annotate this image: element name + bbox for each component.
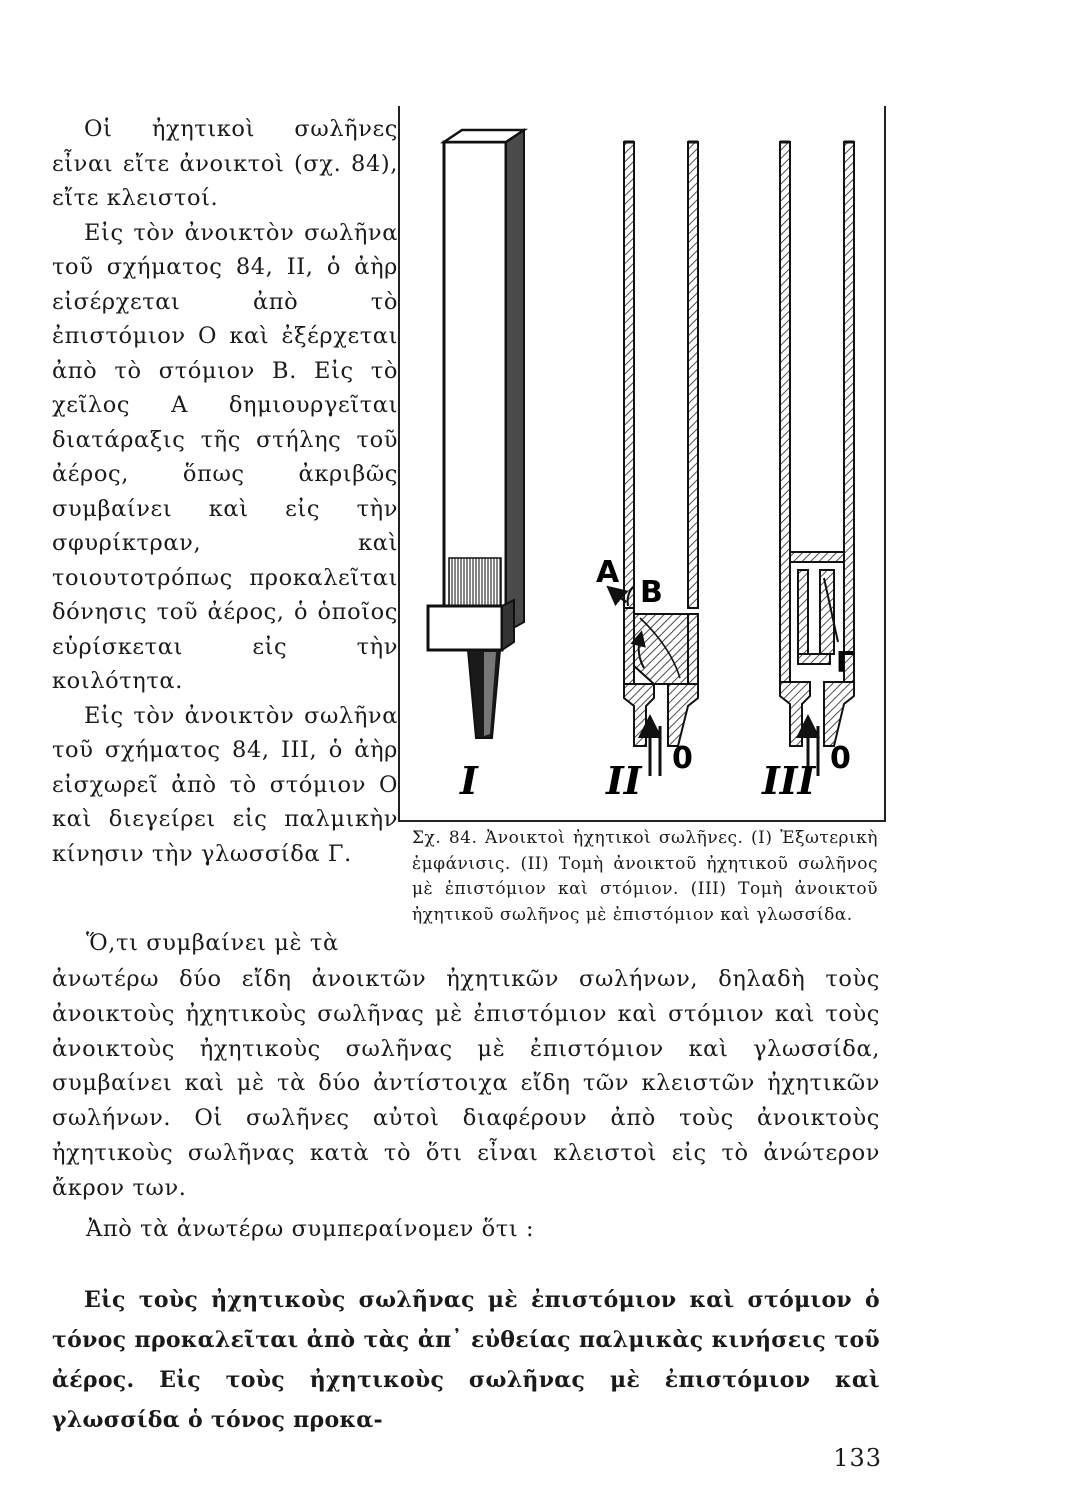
- conclusion-intro: Ἀπὸ τὰ ἀνωτέρω συμπεραίνομεν ὅτι :: [86, 1216, 535, 1242]
- label-A: A: [596, 555, 620, 590]
- page-number: 133: [833, 1444, 882, 1472]
- label-B: B: [640, 575, 663, 610]
- continuation-text: ἀνωτέρω δύο εἴδη ἀνοικτῶν ἠχητικῶν σωλήνων, δηλαδὴ τοὺς ἀνοικτοὺς ἠχητικοὺς σωλῆνας μὲ ἐπιστόμιον καὶ στόμιον καὶ τοὺς ἀνοικτοὺς ἠχητικοὺς σωλῆνας μὲ ἐπιστόμιον καὶ γλωσσίδα, συμβαίνει καὶ μὲ τὰ δύο ἀντίστοιχα εἴδη τῶν κλειστῶν ἠχητικῶν σωλήνων. Οἱ σωλῆνες αὐτοὶ διαφέρουν ἀπὸ τοὺς ἀνοικτοὺς ἠχητικοὺς σωλῆνας κατὰ τὸ ὅτι εἶναι κλειστοὶ εἰς τὸ ἀνώτερον ἄκρον των.: [52, 966, 880, 1201]
- label-Gamma: Γ: [836, 646, 854, 679]
- continuation-paragraph: [52, 962, 880, 1206]
- figure-84: [398, 106, 886, 822]
- label-O-III: 0: [830, 741, 851, 776]
- figure-caption: Σχ. 84. Ἀνοικτοὶ ἠχητικοὶ σωλῆνες. (Ι) Ἐξωτερικὴ ἐμφάνισις. (ΙΙ) Τομὴ ἀνοικτοῦ ἠχητικοῦ σωλῆνος μὲ ἐπιστόμιον καὶ στόμιον. (ΙΙΙ) Τομὴ ἀνοικτοῦ ἠχητικοῦ σωλῆνος μὲ ἐπιστόμιον καὶ γλωσσίδα.: [412, 828, 878, 925]
- pipe-II-cross-section: [614, 142, 698, 776]
- organ-pipes-illustration: [400, 106, 888, 822]
- paragraph-open-closed-pipes: Οἱ ἠχητικοὶ σωλῆνες εἶναι εἴτε ἀνοικτοὶ (σχ. 84), εἴτε κλειστοί.: [52, 116, 398, 211]
- pipe-I-external-view: [428, 130, 524, 738]
- label-I: I: [460, 758, 478, 803]
- label-III: III: [762, 758, 816, 803]
- left-column: [52, 112, 398, 871]
- label-O-II: 0: [672, 741, 693, 776]
- conclusion-bold-paragraph: [52, 1280, 880, 1440]
- paragraph-figure-84-III: Εἰς τὸν ἀνοικτὸν σωλῆνα τοῦ σχήματος 84, III, ὁ ἀὴρ εἰσχωρεῖ ἀπὸ τὸ στόμιον Ο καὶ διεγείρει εἰς παλμικὴν κίνησιν τὴν γλωσσίδα Γ.: [52, 702, 398, 867]
- lead-in-line: Ὅ,τι συμβαίνει μὲ τὰ: [86, 930, 339, 956]
- conclusion-bold-text: Εἰς τοὺς ἠχητικοὺς σωλῆνας μὲ ἐπιστόμιον καὶ στόμιον ὁ τόνος προκαλεῖται ἀπὸ τὰς ἀπ᾽ εὐθείας παλμικὰς κινήσεις τοῦ ἀέρος. Εἰς τοὺς ἠχητικοὺς σωλῆνας μὲ ἐπιστόμιον καὶ γλωσσίδα ὁ τόνος προκα-: [52, 1287, 880, 1433]
- paragraph-figure-84-II: Εἰς τὸν ἀνοικτὸν σωλῆνα τοῦ σχήματος 84, II, ὁ ἀὴρ εἰσέρχεται ἀπὸ τὸ ἐπιστόμιον Ο καὶ ἐξέρχεται ἀπὸ τὸ στόμιον Β. Εἰς τὸ χεῖλος Α δημιουργεῖται διατάραξις τῆς στήλης τοῦ ἀέρος, ὅπως ἀκριβῶς συμβαίνει καὶ εἰς τὴν σφυρίκτραν, καὶ τοιουτοτρόπως προκαλεῖται δόνησις τοῦ ἀέρος, ὁ ὁποῖος εὑρίσκεται εἰς τὴν κοιλότητα.: [52, 219, 398, 694]
- label-II: II: [606, 758, 642, 803]
- pipe-III-cross-section: [780, 142, 854, 776]
